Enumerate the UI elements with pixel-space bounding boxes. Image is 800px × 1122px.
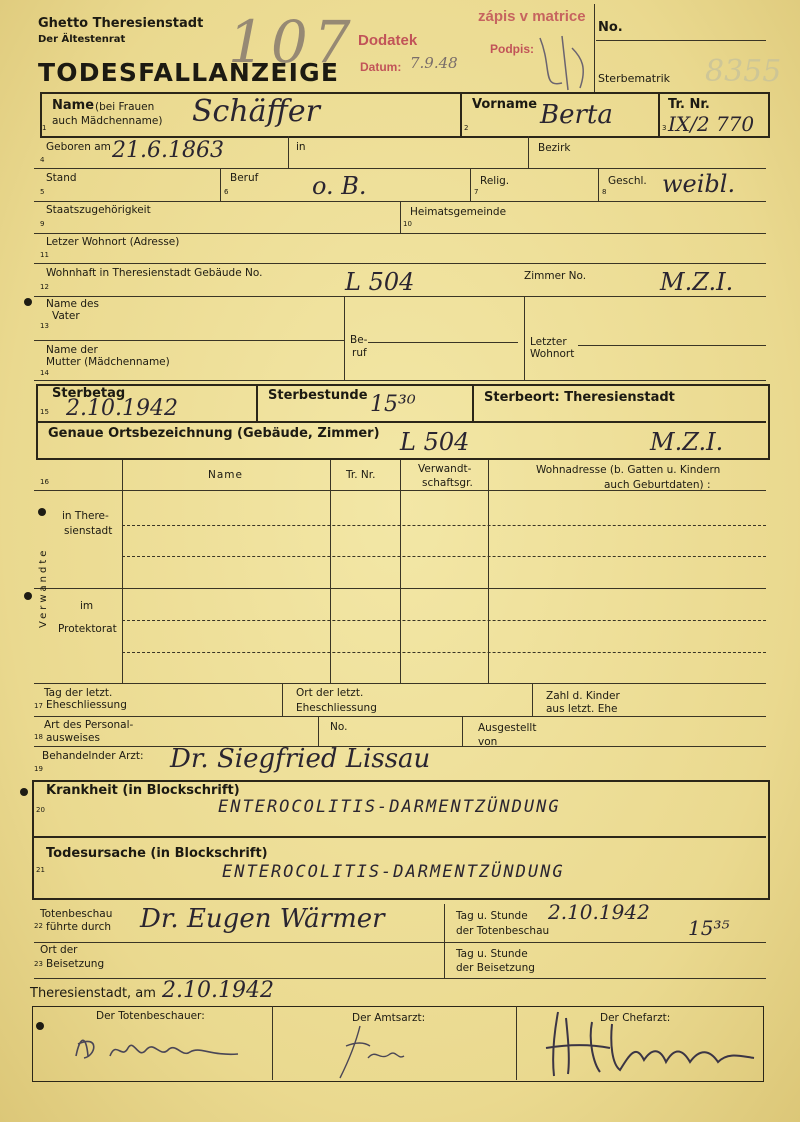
punch-hole — [24, 592, 32, 600]
ortsbez-value2: M.Z.I. — [650, 428, 724, 456]
field-number-17: 17 — [34, 702, 43, 710]
field-number-12: 12 — [40, 283, 49, 291]
no-label: No. — [598, 20, 623, 35]
vorname-label: Vorname — [472, 97, 538, 112]
field-number-5: 5 — [40, 188, 45, 196]
arzt-label: Behandelnder Arzt: — [42, 750, 144, 762]
pencil-number: 107 — [228, 8, 357, 76]
wohnort-label: Letzer Wohnort (Adresse) — [46, 236, 180, 248]
toten-time-value: 15³⁵ — [688, 916, 730, 940]
ehe-ort-label1: Ort der letzt. — [296, 687, 364, 699]
relatives-side-label: Verwandte — [38, 547, 49, 628]
field-number-7: 7 — [474, 188, 479, 196]
field-number-19: 19 — [34, 765, 43, 773]
zimmer-label: Zimmer No. — [524, 270, 587, 282]
field-number-3: 3 — [662, 124, 667, 132]
relatives-verwandt-col2: schaftsgr. — [422, 477, 473, 489]
letzter-label2: Wohnort — [530, 348, 575, 360]
relig-label: Relig. — [480, 175, 510, 187]
ausweis-aus-label1: Ausgestellt — [478, 722, 537, 734]
punch-hole — [20, 788, 28, 796]
field-number-23: 23 — [34, 960, 43, 968]
name-sub2: auch Mädchenname) — [52, 115, 163, 127]
zahl-kinder-label1: Zahl d. Kinder — [546, 690, 620, 702]
zimmer-value: M.Z.I. — [660, 268, 734, 296]
protektorat-label: Protektorat — [58, 623, 117, 635]
geschl-value: weibl. — [662, 170, 736, 198]
sterbestunde-value: 15³⁰ — [370, 392, 416, 417]
ehe-tag-label1: Tag der letzt. — [44, 687, 113, 699]
in-there-label2: sienstadt — [64, 525, 113, 537]
krankheit-value: ENTEROCOLITIS-DARMENTZÜNDUNG — [218, 797, 561, 817]
stamp-datum-value: 7.9.48 — [410, 54, 458, 72]
sterbematrik-label: Sterbematrik — [598, 72, 671, 85]
beruf-label: Beruf — [230, 172, 259, 184]
field-number-22: 22 — [34, 922, 43, 930]
ghetto-header: Ghetto Theresienstadt — [38, 16, 204, 31]
corner-number: 8355 — [705, 54, 782, 89]
sig-totenbeschauer-label: Der Totenbeschauer: — [96, 1010, 205, 1022]
name-label: Name — [52, 98, 95, 113]
ortsbez-label: Genaue Ortsbezeichnung (Gebäude, Zimmer) — [48, 426, 380, 441]
stamp-datum-label: Datum: — [360, 60, 402, 74]
heimat-label: Heimatsgemeinde — [410, 206, 507, 218]
sig-chefarzt-label: Der Chefarzt: — [600, 1012, 671, 1024]
sterbetag-label: Sterbetag — [52, 386, 126, 401]
relatives-wohn-col2: auch Geburtdaten) : — [604, 479, 711, 491]
vater-label1: Name des — [46, 298, 99, 310]
ehe-tag-label2: Eheschliessung — [46, 699, 127, 711]
vorname-value: Berta — [540, 100, 613, 130]
letzter-label1: Letzter — [530, 336, 567, 348]
beisetz-ort-label2: Beisetzung — [46, 958, 105, 970]
field-number-16: 16 — [40, 478, 49, 486]
ausweis-art-label2: ausweises — [46, 732, 100, 744]
ausweis-aus-label2: von — [478, 736, 498, 748]
field-number-9: 9 — [40, 220, 45, 228]
field-number-6: 6 — [224, 188, 229, 196]
geboren-value: 21.6.1863 — [112, 138, 224, 163]
field-number-2: 2 — [464, 124, 469, 132]
form-title: TODESFALLANZEIGE — [38, 58, 340, 87]
footer-date-value: 2.10.1942 — [162, 978, 274, 1003]
vater-label2: Vater — [52, 310, 80, 322]
ausweis-art-label1: Art des Personal- — [44, 719, 134, 731]
field-number-4: 4 — [40, 156, 45, 164]
ehe-ort-label2: Eheschliessung — [296, 702, 377, 714]
place-label: Theresienstadt, am — [30, 986, 156, 1001]
field-number-21: 21 — [36, 866, 45, 874]
signature-chefarzt — [540, 1008, 760, 1080]
field-number-14: 14 — [40, 369, 49, 377]
todesursache-label: Todesursache (in Blockschrift) — [46, 846, 268, 861]
field-number-15: 15 — [40, 408, 49, 416]
surname-value: Schäffer — [192, 94, 320, 129]
punch-hole — [24, 298, 32, 306]
toten-label1: Totenbeschau — [40, 908, 113, 920]
sterbestunde-label: Sterbestunde — [268, 388, 368, 403]
toten-value: Dr. Eugen Wärmer — [140, 904, 385, 934]
field-number-8: 8 — [602, 188, 607, 196]
trnr-value: IX/2 770 — [668, 112, 755, 136]
stamp-zapis: zápis v matrice — [478, 8, 586, 25]
mutter-label1: Name der — [46, 344, 98, 356]
field-number-13: 13 — [40, 322, 49, 330]
stamp-podpis-label: Podpis: — [490, 42, 534, 56]
eltern-beruf-label1: Be- — [350, 334, 368, 346]
toten-tag-value: 2.10.1942 — [548, 900, 650, 924]
wohnhaft-value: L 504 — [345, 268, 415, 296]
relatives-name-col: Name — [208, 469, 243, 481]
in-label: in — [296, 141, 306, 153]
field-number-20: 20 — [36, 806, 45, 814]
im-label: im — [80, 600, 94, 612]
wohnhaft-label: Wohnhaft in Theresienstadt Gebäude No. — [46, 267, 263, 279]
field-number-10: 10 — [403, 220, 412, 228]
relatives-wohn-col1: Wohnadresse (b. Gatten u. Kindern — [536, 464, 721, 476]
toten-tag-label1: Tag u. Stunde — [456, 910, 528, 922]
zahl-kinder-label2: aus letzt. Ehe — [546, 703, 618, 715]
in-there-label1: in There- — [62, 510, 109, 522]
stand-label: Stand — [46, 172, 77, 184]
beisetz-tag-label2: der Beisetzung — [456, 962, 535, 974]
name-sub1: (bei Frauen — [95, 101, 155, 113]
relatives-trnr-col: Tr. Nr. — [346, 469, 376, 481]
punch-hole — [38, 508, 46, 516]
sterbetag-value: 2.10.1942 — [66, 396, 178, 421]
ortsbez-value1: L 504 — [400, 428, 470, 456]
signature-amtsarzt — [320, 1018, 410, 1084]
relatives-verwandt-col1: Verwandt- — [418, 463, 472, 475]
arzt-value: Dr. Siegfried Lissau — [170, 744, 431, 774]
trnr-label: Tr. Nr. — [668, 97, 710, 112]
signature-totenbeschauer — [70, 1026, 250, 1070]
beisetz-ort-label1: Ort der — [40, 944, 78, 956]
eltern-beruf-label2: ruf — [352, 347, 367, 359]
field-number-18: 18 — [34, 733, 43, 741]
punch-hole — [36, 1022, 44, 1030]
ausweis-no-label: No. — [330, 721, 348, 733]
geboren-label: Geboren am — [46, 141, 111, 153]
toten-label2: führte durch — [46, 921, 112, 933]
geschl-label: Geschl. — [608, 175, 647, 187]
krankheit-label: Krankheit (in Blockschrift) — [46, 783, 240, 798]
staat-label: Staatszugehörigkeit — [46, 204, 151, 216]
bezirk-label: Bezirk — [538, 142, 571, 154]
mutter-label2: Mutter (Mädchenname) — [46, 356, 170, 368]
field-number-11: 11 — [40, 251, 49, 259]
field-number-1: 1 — [42, 124, 47, 132]
stamp-dodatek: Dodatek — [358, 32, 418, 49]
beisetz-tag-label1: Tag u. Stunde — [456, 948, 528, 960]
sig-amtsarzt-label: Der Amtsarzt: — [352, 1012, 426, 1024]
toten-tag-label2: der Totenbeschau — [456, 925, 550, 937]
sterbeort-label: Sterbeort: Theresienstadt — [484, 390, 675, 405]
beruf-value: o. B. — [312, 172, 367, 200]
stamp-signature — [532, 28, 592, 98]
council-header: Der Ältestenrat — [38, 34, 126, 45]
todesursache-value: ENTEROCOLITIS-DARMENTZÜNDUNG — [222, 862, 565, 882]
